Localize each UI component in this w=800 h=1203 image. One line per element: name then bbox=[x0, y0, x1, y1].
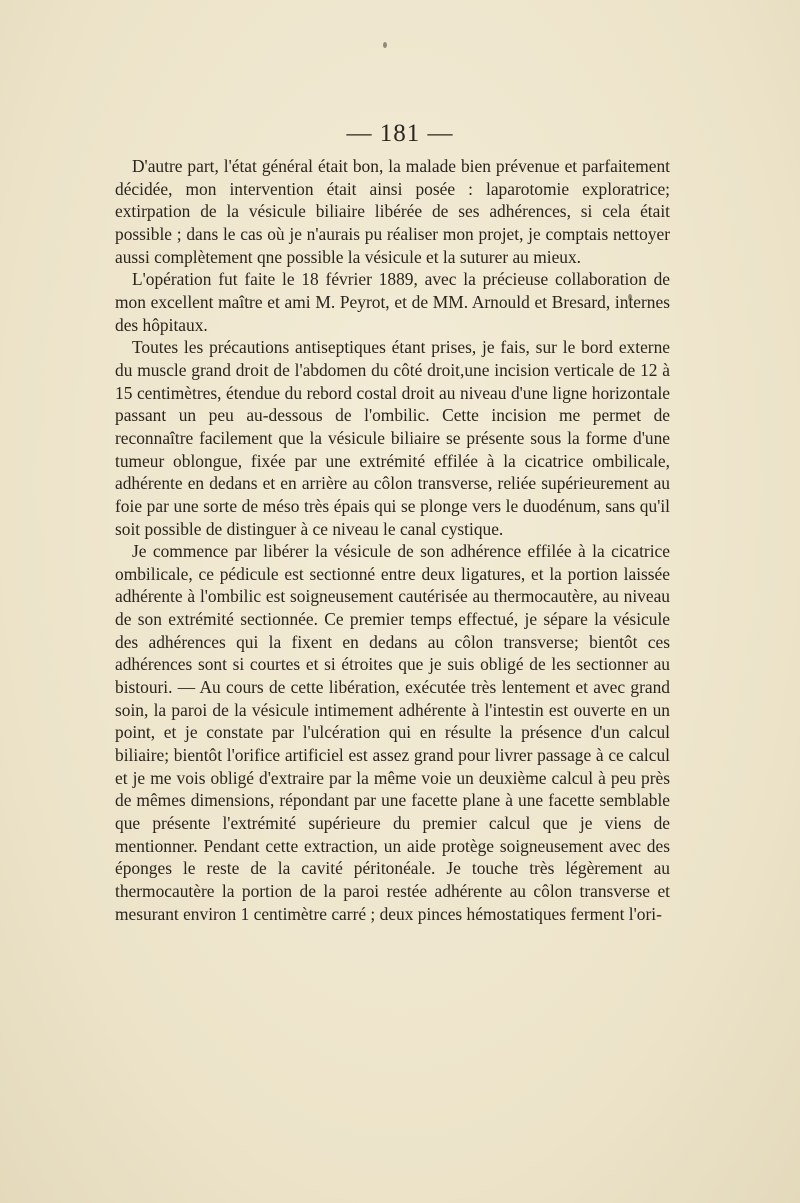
paragraph: L'opération fut faite le 18 février 1889, avec la précieuse collaboration de mon excellent maître et ami M. Peyrot, et de MM. Arnould et Bresard, internes des hôpitaux. bbox=[115, 269, 670, 335]
page-number: — 181 — bbox=[346, 120, 454, 147]
paragraph: Toutes les précautions antiseptiques étant prises, je fais, sur le bord externe du muscle grand droit de l'abdomen du côté droit,une incision verticale de 12 à 15 centimètres, étendue du rebord costal droit au niveau d'une ligne horizontale passant un peu au-dessous de l'ombilic. Cette incision me permet de reconnaître facilement que la vésicule biliaire se présente sous la forme d'une tumeur oblongue, fixée par une extrémité effilée à la cicatrice ombilicale, adhérente en dedans et en arrière au côlon transverse, reliée supérieurement au foie par une sorte de méso très épais qui se plonge vers le duodénum, sans qu'il soit possible de distinguer à ce niveau le canal cystique. bbox=[115, 337, 670, 539]
body-text bbox=[115, 155, 670, 925]
ink-speck bbox=[383, 42, 387, 48]
paragraph: D'autre part, l'état général était bon, la malade bien prévenue et parfaitement décidée, mon intervention était ainsi posée : laparotomie exploratrice; extirpation de la vésicule biliaire libérée de ses adhérences, si cela était possible ; dans le cas où je n'aurais pu réaliser mon projet, je comptais nettoyer aussi complètement qne possible la vésicule et la suturer au mieux. bbox=[115, 156, 670, 267]
paragraph: Je commence par libérer la vésicule de son adhérence effilée à la cicatrice ombilicale, ce pédicule est sectionné entre deux ligatures, et la portion laissée adhérente à l'ombilic est soigneusement cautérisée au thermocautère, au niveau de son extrémité sectionnée. Ce premier temps effectué, je sépare la vésicule des adhérences qui la fixent en dedans au côlon transverse; bientôt ces adhérences sont si courtes et si étroites que je suis obligé de les sectionner au bistouri. — Au cours de cette libération, exécutée très lentement et avec grand soin, la paroi de la vésicule intimement adhérente à l'intestin est ouverte en un point, et je constate par l'ulcération qui en résulte la présence d'un calcul biliaire; bientôt l'orifice artificiel est assez grand pour livrer passage à ce calcul et je me vois obligé d'extraire par la même voie un deuxième calcul à peu près de mêmes dimensions, répondant par une facette plane à une facette semblable que présente l'extrémité supérieure du premier calcul que je viens de mentionner. Pendant cette extraction, un aide protège soigneusement avec des éponges le reste de la cavité péritonéale. Je touche très légèrement au thermocautère la portion de la paroi restée adhérente au côlon transverse et mesurant environ 1 centimètre carré ; deux pinces hémostatiques ferment l'ori- bbox=[115, 541, 670, 924]
